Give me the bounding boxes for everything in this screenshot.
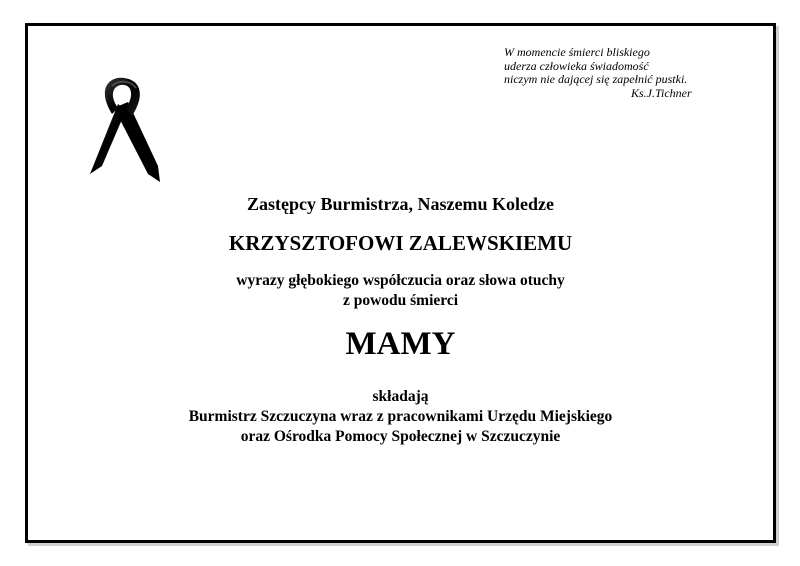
condolence-line: z powodu śmierci [342,292,459,309]
quote-line: niczym nie dającej się zapełnić pustki. [504,72,688,86]
quote-line: uderza człowieka świadomość [504,58,649,73]
senders-block [28,387,773,447]
mourning-ribbon-icon [88,74,170,186]
quote-block [504,46,734,100]
signed-by: składają [372,388,429,405]
deceased-word: MAMY [345,326,456,362]
condolence-text [28,271,773,311]
addressee-line: Zastępcy Burmistrza, Naszemu Koledze [247,194,554,214]
senders-line: oraz Ośrodka Pomocy Społecznej w Szczuczynie [240,428,561,445]
quote-author: Ks.J.Tichner [631,85,692,100]
quote-line: W momencie śmierci bliskiego [504,45,650,59]
senders-line: Burmistrz Szczuczyna wraz z pracownikami Urzędu Miejskiego [188,408,613,425]
condolence-line: wyrazy głębokiego współczucia oraz słowa otuchy [236,272,565,289]
recipient-name: KRZYSZTOFOWI ZALEWSKIEMU [228,231,573,255]
black-border-frame [25,23,776,543]
